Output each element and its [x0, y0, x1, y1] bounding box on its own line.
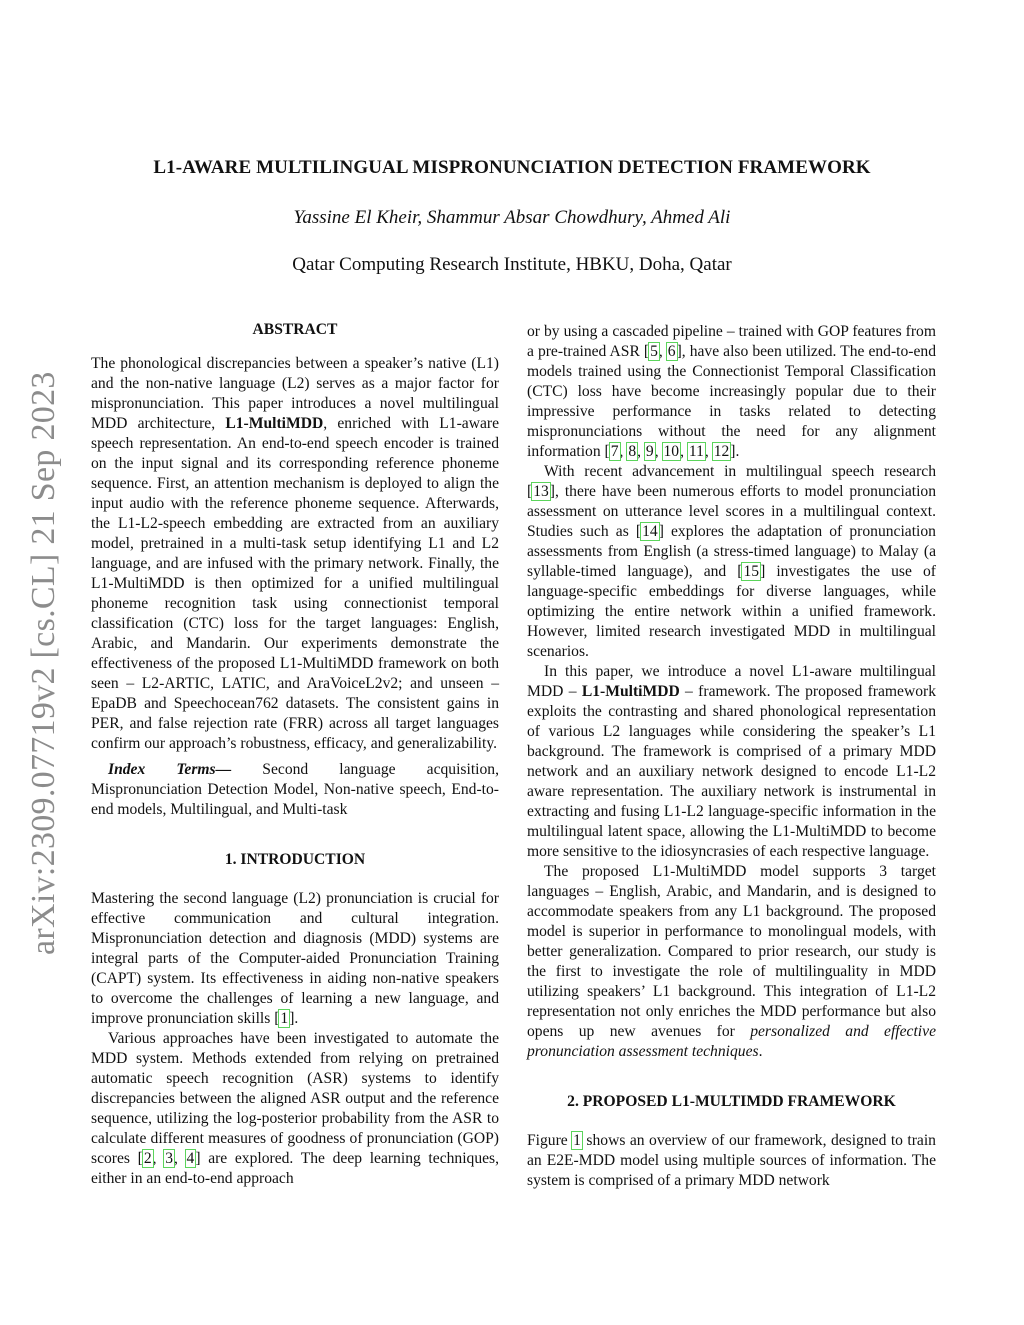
index-terms-text: Second language acquisition, Mispronunciation Detection Model, Non-native speech, End-to-end models, Multilingual, and Multi-task	[91, 761, 499, 818]
citation-link[interactable]: 3	[165, 1150, 173, 1167]
citation-link[interactable]: 13	[533, 483, 549, 500]
citation-link[interactable]: 15	[743, 563, 760, 580]
citation-link[interactable]: 2	[143, 1150, 152, 1167]
abstract-heading: ABSTRACT	[252, 321, 338, 338]
citation-link[interactable]: 4	[186, 1150, 195, 1167]
citation-link[interactable]: 10	[663, 443, 680, 460]
citation-link[interactable]: 12	[713, 443, 730, 460]
abstract-text-part: The phonological discrepancies between a speaker’s native (L1) and the non-native language (L2) serves as a major factor for mispronunciation. This paper introduces a novel multilingual MDD architecture,	[91, 355, 499, 432]
intro-text-part: In this paper, we introduce a novel L1-aware multilingual MDD –	[527, 663, 936, 700]
intro-text-part: ], have also been utilized. The end-to-end models trained using the Connectionist Temporal Classification (CTC) loss have become increasingly popular due to their impressive performance in tasks related to detecting mispronunciations without the need for any alignment information [	[527, 343, 936, 460]
citation-link[interactable]: 5	[650, 343, 658, 360]
framework-paragraph	[527, 1131, 936, 1191]
framework-heading: 2. PROPOSED L1-MULTIMDD FRAMEWORK	[567, 1093, 896, 1110]
figure-link[interactable]: 1	[573, 1132, 581, 1149]
intro-text-part: .	[758, 1043, 763, 1060]
intro-text-part: ] investigates the use of language-specific embeddings for diverse languages, while optimizing the entire network within a unified framework. However, limited research investigated MDD in multilingual scenarios.	[527, 563, 936, 660]
intro-text-part: ] explores the adaptation of pronunciation assessments from English (a stress-timed language) to Malay (a syllable-timed language), and [	[527, 523, 936, 580]
abstract-text-part: , enriched with L1-aware speech representation. An end-to-end speech encoder is trained on the input signal and its corresponding reference phoneme sequence. First, an attention mechanism is deployed to align the input audio with the reference phoneme sequence. Afterwards, the L1-L2-speech embedding are extracted from an auxiliary model, pretrained in a multi-task setup identifying L1 and L2 language, and are infused with the primary network. Finally, the L1-MultiMDD is then optimized for a unified multilingual phoneme recognition task using connectionist temporal classification (CTC) loss for the target languages: English, Arabic, and Mandarin. Our experiments demonstrate the effectiveness of the proposed L1-MultiMDD framework on both seen – L2-ARTIC, LATIC, and AraVoiceL2v2; and unseen – EpaDB and Speechocean762 datasets. The consistent gains in PER, and false rejection rate (FRR) across all target languages confirm our approach’s robustness, efficacy, and generalizability.	[91, 415, 500, 752]
abstract-text	[91, 354, 499, 754]
citation-link[interactable]: 6	[667, 343, 676, 360]
citation-link[interactable]: 1	[280, 1010, 289, 1027]
paper-affiliation: Qatar Computing Research Institute, HBKU, Doha, Qatar	[292, 254, 732, 275]
intro-heading: 1. INTRODUCTION	[224, 851, 366, 868]
intro-text-part: ].	[730, 443, 740, 460]
intro-paragraph-continued: or by using a cascaded pipeline – trained with GOP features from a pre-trained ASR [5, 6], have also been utilized. The end-to-end models trained using the Connectionist Temporal Classification (CTC) loss have become increasingly popular due to their impressive performance in tasks related to detecting mispronunciations without the need for any alignment information [7, 8, 9, 10, 11, 12].	[527, 323, 936, 460]
intro-text-part: or by using a cascaded pipeline – trained with GOP features from a pre-trained ASR [	[527, 323, 936, 360]
intro-text-part: – framework. The proposed framework exploits the contrasting and shared phonological representation of various L2 languages while considering the speaker’s L1 background. The framework is comprised of a primary MDD network and an auxiliary network designed to encode L1-L2 aware representation. The auxiliary network is instrumental in extracting and fusing L1-L2 language-specific information in the multilingual latent space, allowing the L1-MultiMDD to become more sensitive to the idiosyncrasies of each respective language.	[527, 683, 936, 860]
intro-text-part: ], there have been numerous efforts to model pronunciation assessment on utterance level scores in a multilingual context. Studies such as [	[527, 483, 936, 540]
paper-authors: Yassine El Kheir, Shammur Absar Chowdhury, Ahmed Ali	[293, 207, 731, 228]
citation-link[interactable]: 9	[645, 443, 654, 460]
intro-paragraph	[527, 462, 936, 662]
index-terms	[91, 760, 499, 820]
intro-text-part: ].	[289, 1010, 299, 1027]
citation-link[interactable]: 8	[628, 443, 637, 460]
intro-paragraph	[91, 889, 499, 1029]
model-name: L1-MultiMDD	[581, 683, 680, 700]
framework-text-part: shows an overview of our framework, designed to train an E2E-MDD model using multiple sources of information. The system is comprised of a primary MDD network	[527, 1132, 936, 1189]
citation-link[interactable]: 14	[642, 523, 658, 540]
arxiv-stamp[interactable]: arXiv:2309.07719v2 [cs.CL] 21 Sep 2023	[25, 371, 62, 955]
intro-text-part: Mastering the second language (L2) pronunciation is crucial for effective communication and cultural integration. Mispronunciation detection and diagnosis (MDD) systems are integral parts of the Computer-aided Pronunciation Training (CAPT) system. Its effectiveness in aiding non-native speakers to overcome the challenges of learning a new language, and improve pronunciation skills [	[91, 890, 499, 1027]
intro-text-part: The proposed L1-MultiMDD model supports 3 target languages – English, Arabic, and Mandarin, and is designed to accommodate speakers from any L1 background. The proposed model is superior in performance to monolingual models, with better generalization. Compared to prior research, our study is the first to investigate the role of multilinguality in MDD utilizing speakers’ L1 background. This integration of L1-L2 representation not only enriches the MDD performance but also opens up new avenues for	[527, 863, 936, 1040]
paper-title: L1-AWARE MULTILINGUAL MISPRONUNCIATION DETECTION FRAMEWORK	[153, 157, 871, 178]
framework-text-part: Figure	[527, 1132, 573, 1149]
intro-paragraph	[527, 862, 936, 1062]
citation-link[interactable]: 7	[610, 443, 619, 460]
intro-paragraph: Various approaches have been investigated to automate the MDD system. Methods extended from relying on pretrained automatic speech recognition (ASR) systems to identify discrepancies between the aligned ASR output and the reference sequence, utilizing the log-posterior probability from the ASR to calculate different measures of goodness of pronunciation (GOP) scores [2, 3, 4] are explored. The deep learning techniques, either in an end-to-end approach	[91, 1030, 500, 1187]
intro-text-part: ] are explored. The deep learning techniques, either in an end-to-end approach	[91, 1150, 500, 1187]
intro-text-part: With recent advancement in multilingual speech research [	[527, 463, 936, 500]
index-terms-label: Index Terms—	[108, 761, 232, 778]
abstract-model-name: L1-MultiMDD	[225, 415, 324, 432]
left-column	[91, 320, 499, 1189]
intro-paragraph	[527, 662, 936, 862]
intro-italic-text: personalized and effective pronunciation assessment techniques	[527, 1023, 936, 1060]
citation-link[interactable]: 11	[688, 443, 704, 460]
intro-text-part: Various approaches have been investigated to automate the MDD system. Methods extended from relying on pretrained automatic speech recognition (ASR) systems to identify discrepancies between the aligned ASR output and the reference sequence, utilizing the log-posterior probability from the ASR to calculate different measures of goodness of pronunciation (GOP) scores [	[91, 1030, 499, 1167]
right-column	[527, 322, 936, 1191]
